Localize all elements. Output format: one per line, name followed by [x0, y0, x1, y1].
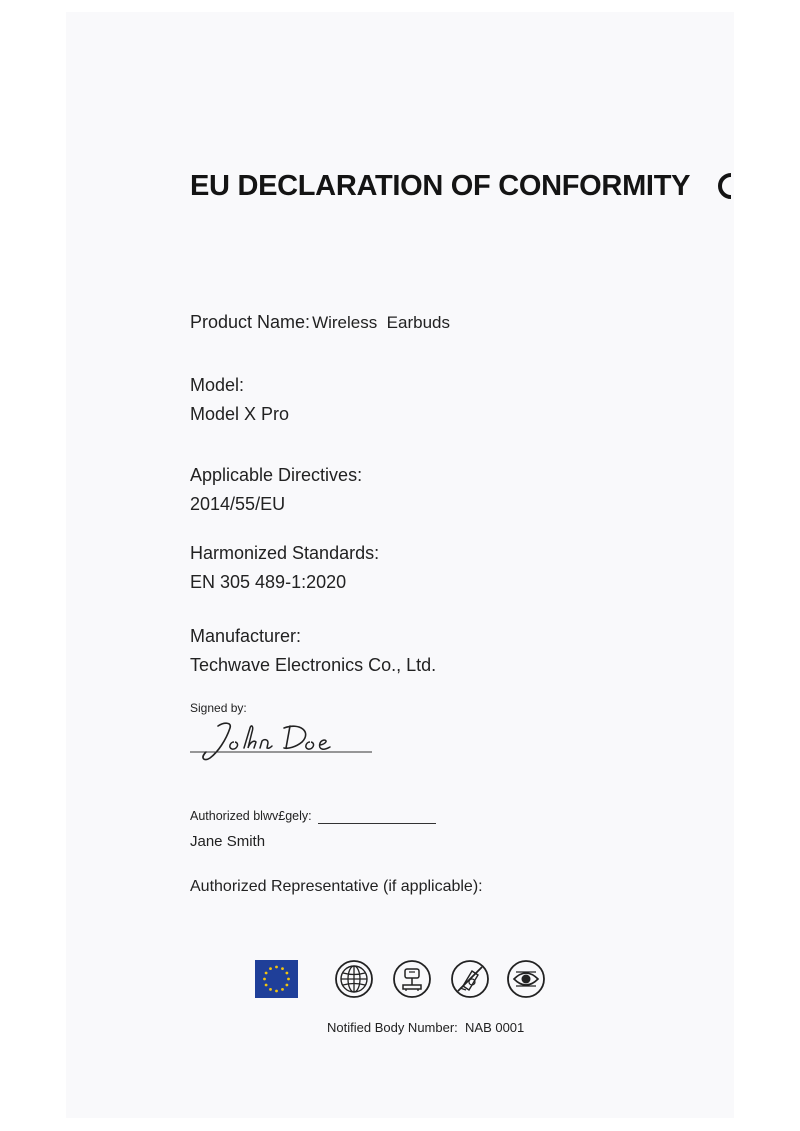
manufacturer-value: Techwave Electronics Co., Ltd.	[190, 655, 437, 675]
standards-value: EN 305 489-1:2020	[190, 572, 347, 592]
no-radio-icon	[450, 959, 490, 999]
model-label: Model:	[190, 375, 245, 395]
globe-icon	[334, 959, 374, 999]
product-name-label: Product Name:	[190, 312, 311, 332]
product-name-value: Wireless Earbuds	[312, 313, 450, 332]
signed-by-label: Signed by:	[190, 701, 247, 715]
representative-label: Authorized Representative (if applicable):	[190, 878, 483, 895]
product-name-row	[190, 312, 450, 333]
directives-value: 2014/55/EU	[190, 494, 286, 514]
eye-icon	[506, 959, 546, 999]
lab-equipment-icon	[392, 959, 432, 999]
authorized-name: Jane Smith	[190, 833, 266, 850]
authorized-blank-line	[318, 823, 436, 824]
certification-marks	[255, 958, 555, 1002]
authorized-label: Authorized blwv£gely:	[190, 809, 312, 823]
signature	[188, 712, 374, 768]
standards-label: Harmonized Standards:	[190, 543, 380, 563]
title-edge-mark	[713, 171, 735, 201]
manufacturer-label: Manufacturer:	[190, 626, 302, 646]
notified-body-number: Notified Body Number: NAB 0001	[327, 1020, 525, 1035]
document-title: EU DECLARATION OF CONFORMITY	[190, 170, 691, 202]
model-value: Model X Pro	[190, 404, 290, 424]
directives-label: Applicable Directives:	[190, 465, 363, 485]
eu-flag-icon	[255, 960, 298, 998]
